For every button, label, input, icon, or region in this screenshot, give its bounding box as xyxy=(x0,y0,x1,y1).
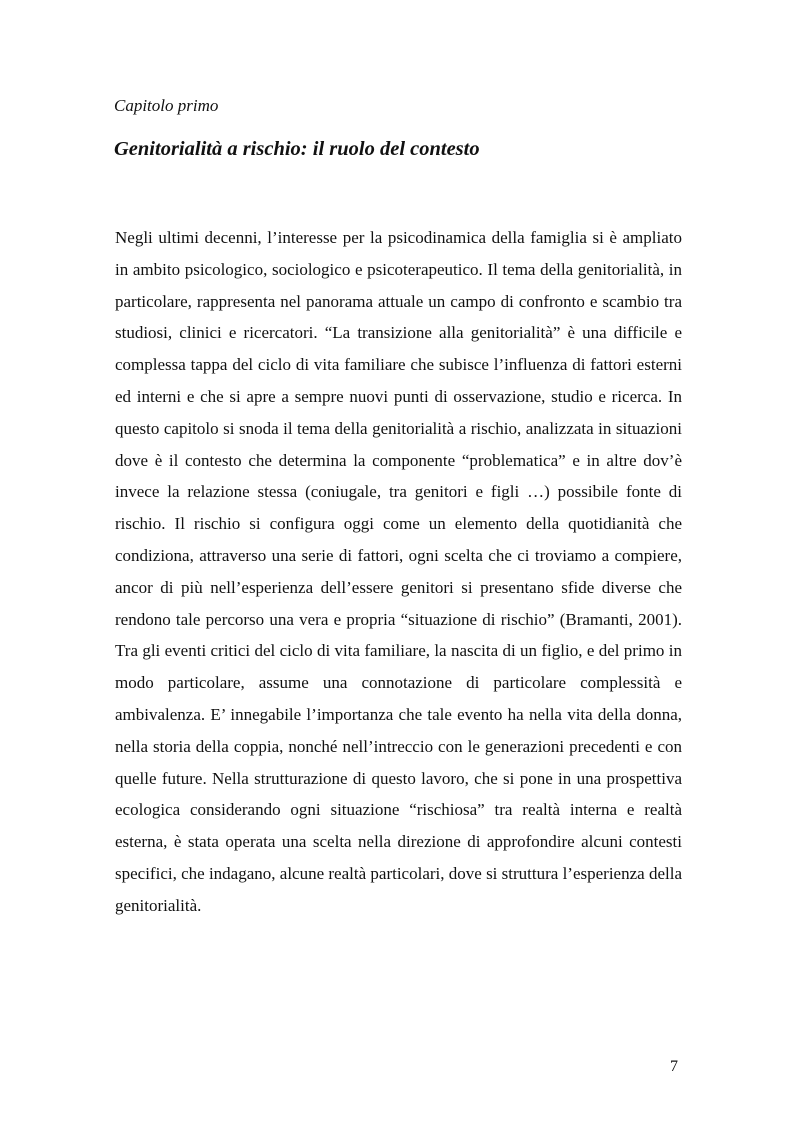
body-paragraph: Negli ultimi decenni, l’interesse per la psicodinamica della famiglia si è ampliato in ambito psicologico, sociologico e psicoterapeutico. Il tema della genitorialità, in particolare, rappresenta nel panorama attuale un campo di confronto e scambio tra studiosi, clinici e ricercatori. “La transizione alla genitorialità” è una difficile e complessa tappa del ciclo di vita familiare che subisce l’influenza di fattori esterni ed interni e che si apre a sempre nuovi punti di osservazione, studio e ricerca. In questo capitolo si snoda il tema della genitorialità a rischio, analizzata in situazioni dove è il contesto che determina la componente “problematica” e in altre dov’è invece la relazione stessa (coniugale, tra genitori e figli …) possibile fonte di rischio. Il rischio si configura oggi come un elemento della quotidianità che condiziona, attraverso una serie di fattori, ogni scelta che ci troviamo a compiere, ancor di più nell’esperienza dell’essere genitori si presentano sfide diverse che rendono tale percorso una vera e propria “situazione di rischio” (Bramanti, 2001). Tra gli eventi critici del ciclo di vita familiare, la nascita di un figlio, e del primo in modo particolare, assume una connotazione di particolare complessità e ambivalenza. E’ innegabile l’importanza che tale evento ha nella vita della donna, nella storia della coppia, nonché nell’intreccio con le generazioni precedenti e con quelle future. Nella strutturazione di questo lavoro, che si pone in una prospettiva ecologica considerando ogni situazione “rischiosa” tra realtà interna e realtà esterna, è stata operata una scelta nella direzione di approfondire alcuni contesti specifici, che indagano, alcune realtà particolari, dove si struttura l’esperienza della genitorialità. xyxy=(115,228,682,915)
page-number: 7 xyxy=(670,1058,678,1075)
chapter-title: Genitorialità a rischio: il ruolo del contesto xyxy=(114,138,480,160)
chapter-label: Capitolo primo xyxy=(114,96,219,115)
